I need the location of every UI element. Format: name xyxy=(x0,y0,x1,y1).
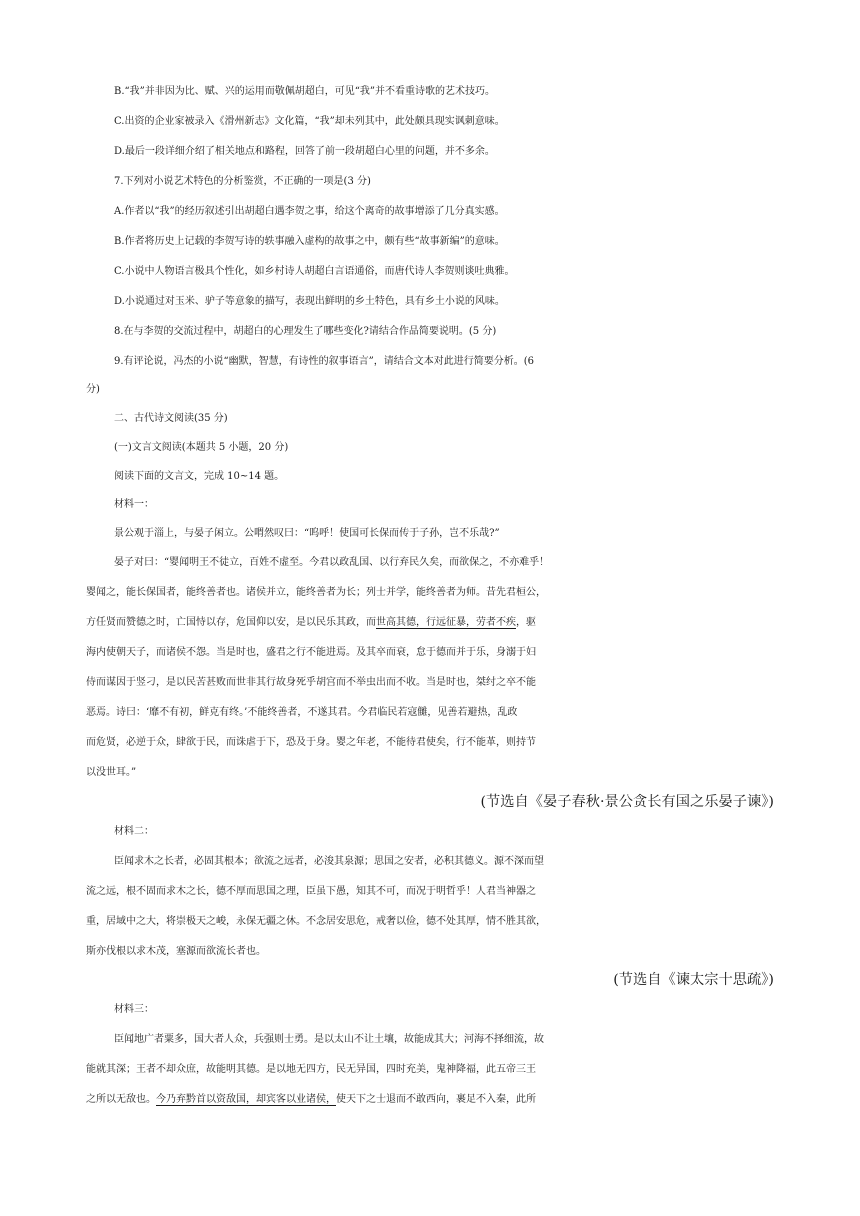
option-c-q6: C.出资的企业家被录入《滑州新志》文化篇，“我”却未列其中，此处颇具现实讽刺意味。 xyxy=(114,116,505,127)
question-7: 7.下列对小说艺术特色的分析鉴赏，不正确的一项是(3 分) xyxy=(114,176,371,187)
option-a-q7: A.作者以“我”的经历叙述引出胡超白遇李贺之事，给这个离奇的故事增添了几分真实感。 xyxy=(114,206,505,217)
material-2-label: 材料二： xyxy=(114,826,154,837)
material-2-text: 臣闻求木之长者，必固其根本；欲流之远者，必浚其泉源；思国之安者，必积其德义。源不深而望 xyxy=(114,856,544,867)
material-3-text: 能就其深；王者不却众庶，故能明其德。是以地无四方，民无异国，四时充美，鬼神降福，此五帝三王 xyxy=(86,1064,536,1075)
option-c-q7: C.小说中人物语言极具个性化，如乡村诗人胡超白言语通俗，而唐代诗人李贺则谈吐典雅。 xyxy=(114,266,515,277)
material-3-text: 之所以无敌也。今乃弃黔首以资敌国，却宾客以业诸侯，使天下之士退而不敢西向，裹足不入秦，此所 xyxy=(86,1094,536,1105)
option-b-q7: B.作者将历史上记载的李贺写诗的轶事融入虚构的故事之中，颇有些“故事新编”的意味。 xyxy=(114,236,505,247)
material-2-text: 重，居域中之大，将崇极天之峻，永保无疆之休。不念居安思危，戒奢以俭，德不处其厚，情不胜其欲， xyxy=(86,916,546,927)
material-1-text: 婴闻之，能长保国者，能终善者也。诸侯并立，能终善者为长；列士并学，能终善者为师。昔先君桓公， xyxy=(86,587,546,598)
underlined-sentence: 今乃弃黔首以资敌国，却宾客以业诸侯， xyxy=(156,1094,336,1105)
question-8: 8.在与李贺的交流过程中，胡超白的心理发生了哪些变化?请结合作品简要说明。(5 分) xyxy=(114,326,497,337)
material-3-text: 臣闻地广者粟多，国大者人众，兵强则士勇。是以太山不让土壤，故能成其大；河海不择细流，故 xyxy=(114,1034,544,1045)
option-b-q6: B.“我”并非因为比、赋、兴的运用而敬佩胡超白，可见“我”并不看重诗歌的艺术技巧。 xyxy=(114,86,495,97)
material-1-text: 以没世耳。” xyxy=(86,767,137,778)
material-1-text: 恶焉。诗曰：‘靡不有初，鲜克有终。’不能终善者，不遂其君。今君临民若寇雠，见善若避热，乱政 xyxy=(86,707,518,718)
material-1-text: 而危贤，必逆于众，肆欲于民，而诛虐于下，恐及于身。婴之年老，不能待君使矣，行不能革，则持节 xyxy=(86,737,536,748)
material-3-label: 材料三： xyxy=(114,1004,154,1015)
material-2-text: 斯亦伐根以求木茂，塞源而欲流长者也。 xyxy=(86,946,266,957)
option-d-q7: D.小说通过对玉米、驴子等意象的描写，表现出鲜明的乡土特色，具有乡土小说的风味。 xyxy=(114,296,505,307)
material-1-text: 景公观于淄上，与晏子闲立。公喟然叹曰：“呜呼！使国可长保而传于子孙，岂不乐哉?” xyxy=(114,528,500,539)
material-2-text: 流之远，根不固而求木之长，德不厚而思国之理，臣虽下愚，知其不可，而况于明哲乎！人君当神器之 xyxy=(86,886,536,897)
section-heading: 二、古代诗文阅读(35 分) xyxy=(114,413,228,424)
material-1-text: 侍而谋因于竖刁，是以民苦甚败而世非其行故身死乎胡宫而不举虫出而不收。当是时也，桀纣之卒不能 xyxy=(86,677,536,688)
material-1-label: 材料一： xyxy=(114,499,154,510)
material-1-text: 方任贤而赞德之时，亡国恃以存，危国仰以安，是以民乐其政，而世高其德，行远征暴，劳者不疾，驱 xyxy=(86,617,536,628)
option-d-q6: D.最后一段详细介绍了相关地点和路程，回答了前一段胡超白心里的问题，并不多余。 xyxy=(114,146,495,157)
material-1-text: 晏子对曰：“婴闻明王不徒立，百姓不虚至。今君以政乱国、以行弃民久矣，而欲保之，不亦难乎！ xyxy=(114,557,550,568)
material-1-text: 海内使朝天子，而诸侯不怨。当是时也，盛君之行不能进焉。及其卒而衰，怠于德而并于乐，身溺于妇 xyxy=(86,647,536,658)
reading-instruction: 阅读下面的文言文，完成 10~14 题。 xyxy=(114,471,285,482)
source-citation-2: (节选自《谏太宗十思疏》) xyxy=(613,972,774,988)
underlined-sentence: 世高其德，行远征暴，劳者不疾 xyxy=(376,617,516,628)
subsection-heading: (一)文言文阅读(本题共 5 小题，20 分) xyxy=(114,442,289,453)
question-9: 9.有评论说，冯杰的小说“幽默，智慧，有诗性的叙事语言”，请结合文本对此进行简要分析。(6 xyxy=(114,356,535,367)
source-citation-1: (节选自《晏子春秋·景公贪长有国之乐晏子谏》) xyxy=(480,794,774,810)
question-9-cont: 分) xyxy=(86,384,100,395)
